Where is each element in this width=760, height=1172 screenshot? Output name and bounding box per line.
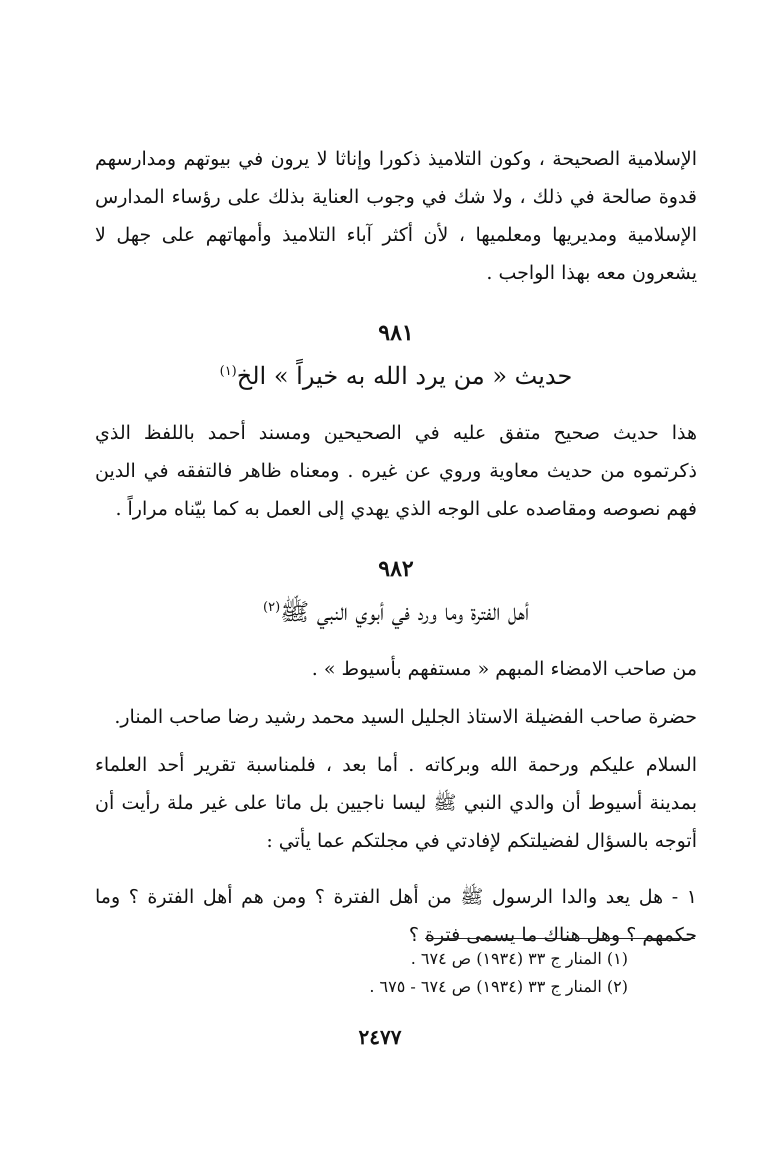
section-981-paragraph: هذا حديث صحيح متفق عليه في الصحيحين ومسند أحمد باللفظ الذي ذكرتموه من حديث معاوية وروي عن غيره . ومعناه ظاهر فالتفقه في الدين فهم نصوصه ومقاصده على الوجه الذي يهدي إلى العمل به كما بيّناه مراراً . <box>95 422 697 520</box>
footnote-ref-2: (٢) <box>263 600 281 615</box>
footnote-1: (١) المنار ج ٣٣ (١٩٣٤) ص ٦٧٤ . <box>410 949 628 968</box>
section-982-title <box>95 588 697 632</box>
footnote-divider <box>425 938 695 939</box>
section-982-title-text: أهل الفترة وما ورد في أبوي النبي ﷺ <box>280 598 529 626</box>
greeting-paragraph: السلام عليكم ورحمة الله وبركاته . أما بعد ، فلمناسبة تقرير أحد العلماء بمدينة أسيوط أن والدي النبي ﷺ ليسا ناجيين بل ماتا على غير ملة رأيت أن أتوجه بالسؤال لفضيلتكم لإفادتي في مجلتكم عما يأتي : <box>95 754 697 852</box>
intro-paragraph: الإسلامية الصحيحة ، وكون التلاميذ ذكورا وإناثا لا يرون في بيوتهم ومدارسهم قدوة صالحة في ذلك ، ولا شك في وجوب العناية بذلك على رؤساء المدارس الإسلامية ومديريها ومعلميها ، لأن أكثر آباء التلاميذ وأمهاتهم على جهل لا يشعرون معه بهذا الواجب . <box>95 148 697 284</box>
section-981-title-text: حديث « من يرد الله به خيراً » الخ <box>236 362 573 390</box>
page-number: ٢٤٧٧ <box>358 1025 402 1049</box>
sender-line: من صاحب الامضاء المبهم « مستفهم بأسيوط » . <box>311 658 697 680</box>
footnote-2: (٢) المنار ج ٣٣ (١٩٣٤) ص ٦٧٤ - ٦٧٥ . <box>369 977 628 996</box>
addressee-line: حضرة صاحب الفضيلة الاستاذ الجليل السيد محمد رشيد رضا صاحب المنار. <box>114 706 697 728</box>
page-body <box>95 140 697 954</box>
section-981-number: ٩٨١ <box>378 320 414 346</box>
section-981-title <box>95 352 697 396</box>
section-982-number: ٩٨٢ <box>378 556 414 582</box>
question-1: ١ - هل يعد والدا الرسول ﷺ من أهل الفترة ؟ ومن هم أهل الفترة ؟ وما حكمهم ؟ وهل هناك ما يسمى فترة ؟ <box>95 886 697 946</box>
footnotes <box>300 945 628 1001</box>
footnote-ref-1: (١) <box>219 364 237 379</box>
